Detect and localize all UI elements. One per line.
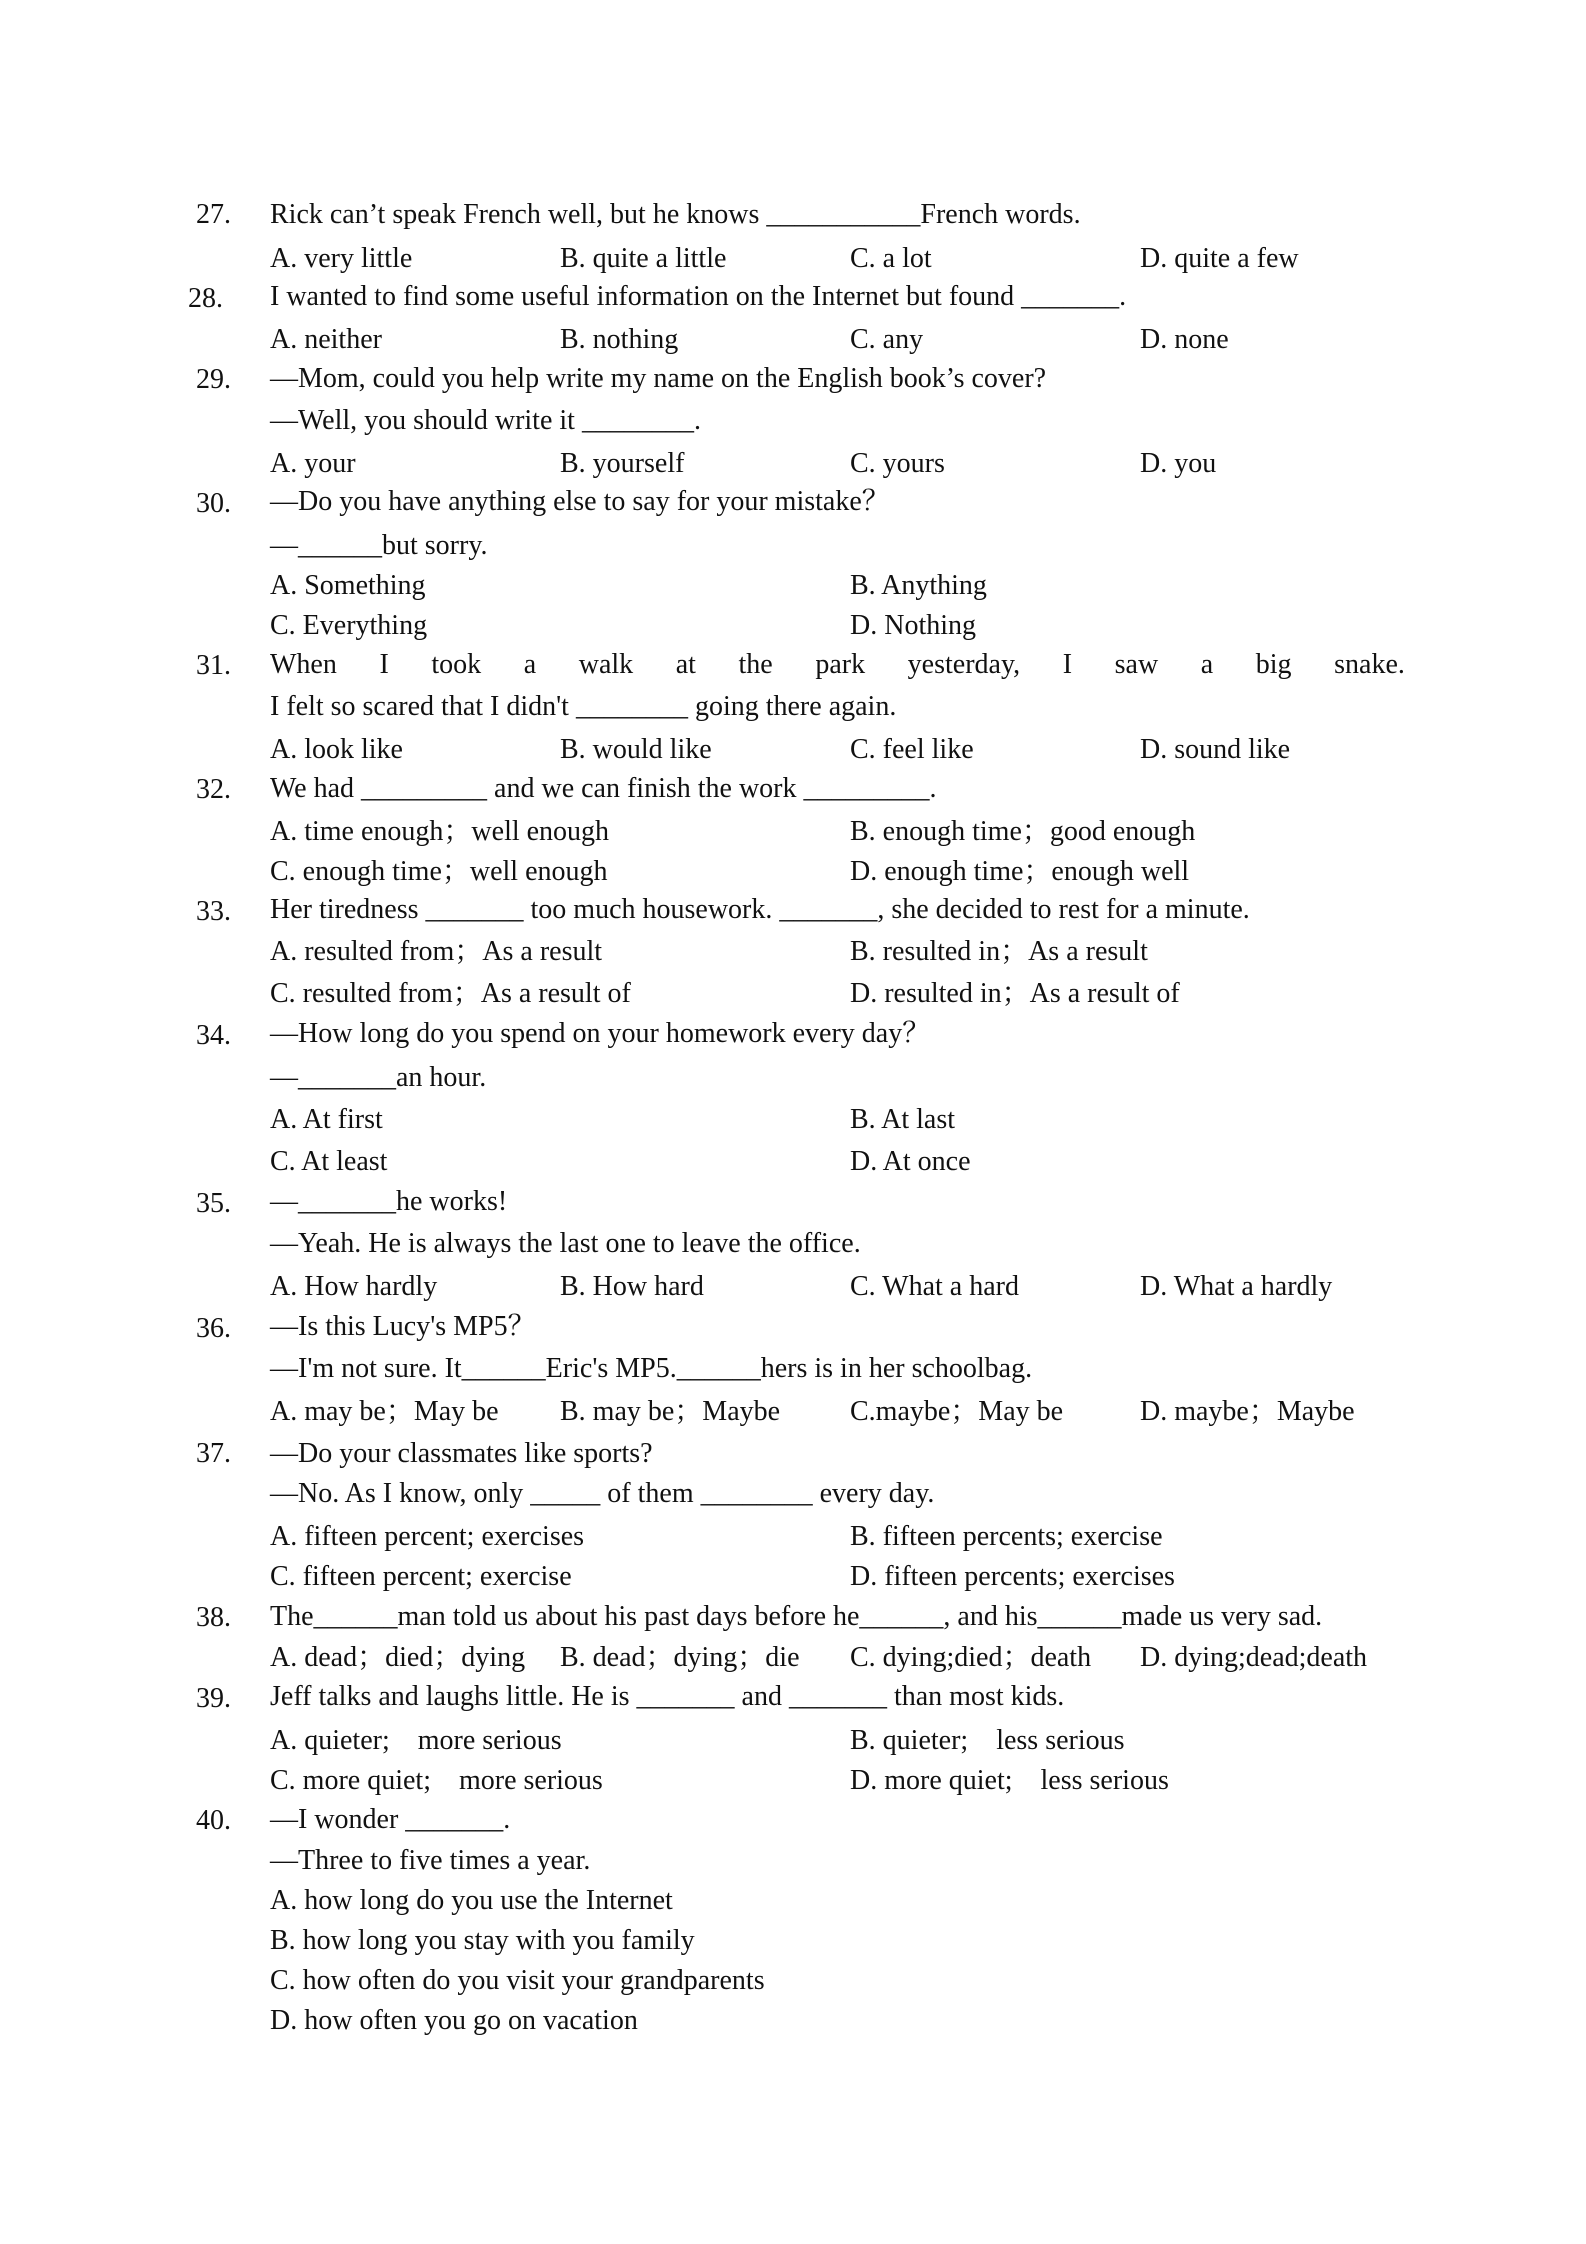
question-number: 30. — [196, 488, 231, 519]
question-number: 31. — [196, 650, 231, 681]
option-d: D. fifteen percents; exercises — [850, 1561, 1175, 1592]
option-a: A. resulted from；As a result — [270, 936, 603, 967]
stem-word: I — [1062, 649, 1073, 680]
option-a: A. quieter; more serious — [270, 1725, 562, 1756]
option-c: C. dying;died；death — [850, 1642, 1092, 1673]
option-c: C. fifteen percent; exercise — [270, 1561, 572, 1592]
question-stem-line-1: —Do you have anything else to say for your mistake？ — [270, 486, 890, 517]
question-stem: Rick can’t speak French well, but he knows ___________French words. — [270, 199, 1081, 230]
option-d: D. none — [1140, 324, 1229, 355]
question-number: 32. — [196, 774, 231, 805]
question-number: 33. — [196, 896, 231, 927]
option-a: A. time enough；well enough — [270, 816, 610, 847]
question-stem-line-2: —I'm not sure. It______Eric's MP5.______hers is in her schoolbag. — [270, 1353, 1033, 1384]
question-stem: Her tiredness _______ too much housework. _______, she decided to rest for a minute. — [270, 894, 1250, 925]
option-d: D. At once — [850, 1146, 971, 1177]
option-b: B. fifteen percents; exercise — [850, 1521, 1163, 1552]
question-stem-line-1: —_______he works! — [270, 1186, 508, 1217]
stem-word: I — [379, 649, 389, 680]
stem-word: big — [1255, 649, 1292, 680]
option-b: B. enough time；good enough — [850, 816, 1196, 847]
option-d: D. how often you go on vacation — [270, 2005, 638, 2036]
question-number: 27. — [196, 199, 231, 230]
option-b: B. At last — [850, 1104, 956, 1135]
question-stem-line-1: —Do your classmates like sports? — [270, 1438, 653, 1469]
option-d: D. quite a few — [1140, 243, 1299, 274]
option-d: D. dying;dead;death — [1140, 1642, 1368, 1673]
option-b: B. yourself — [560, 448, 685, 479]
option-b: B. nothing — [560, 324, 679, 355]
option-d: D. resulted in；As a result of — [850, 978, 1180, 1009]
option-b: B. how long you stay with you family — [270, 1925, 695, 1956]
option-a: A. Something — [270, 570, 426, 601]
question-stem-line-1: —Is this Lucy's MP5？ — [270, 1311, 536, 1342]
option-a: A. At first — [270, 1104, 383, 1135]
option-a: A. look like — [270, 734, 403, 765]
option-a: A. your — [270, 448, 356, 479]
option-d: D. more quiet; less serious — [850, 1765, 1169, 1796]
option-c: C. more quiet; more serious — [270, 1765, 603, 1796]
question-number: 37. — [196, 1438, 231, 1469]
question-number: 38. — [196, 1602, 231, 1633]
option-a: A. how long do you use the Internet — [270, 1885, 673, 1916]
option-c: C. a lot — [850, 243, 932, 274]
option-c: C. how often do you visit your grandparents — [270, 1965, 765, 1996]
stem-word: When — [270, 649, 337, 680]
option-b: B. How hard — [560, 1271, 704, 1302]
stem-word: the — [738, 649, 773, 680]
stem-word: park — [815, 649, 866, 680]
stem-word: snake. — [1334, 649, 1405, 680]
stem-word: a — [1200, 649, 1214, 680]
option-d: D. maybe；Maybe — [1140, 1396, 1355, 1427]
question-stem-line-2: —_______an hour. — [270, 1062, 487, 1093]
option-a: A. may be；May be — [270, 1396, 499, 1427]
option-d: D. What a hardly — [1140, 1271, 1333, 1302]
question-number: 35. — [196, 1188, 231, 1219]
question-stem-line-2: I felt so scared that I didn't ________ going there again. — [270, 691, 897, 722]
option-c: C. enough time；well enough — [270, 856, 608, 887]
question-stem-line-1: —I wonder _______. — [270, 1804, 511, 1835]
option-c: C. resulted from；As a result of — [270, 978, 631, 1009]
option-c: C. Everything — [270, 610, 428, 641]
question-number: 39. — [196, 1683, 231, 1714]
question-stem: The______man told us about his past days before he______, and his______made us very sad. — [270, 1601, 1323, 1632]
option-c: C. At least — [270, 1146, 388, 1177]
stem-word: a — [523, 649, 537, 680]
stem-word: saw — [1114, 649, 1159, 680]
option-c: C. yours — [850, 448, 945, 479]
question-number: 36. — [196, 1313, 231, 1344]
stem-word: took — [431, 649, 482, 680]
question-stem: Jeff talks and laughs little. He is _______ and _______ than most kids. — [270, 1681, 1065, 1712]
option-d: D. sound like — [1140, 734, 1291, 765]
option-b: B. may be；Maybe — [560, 1396, 781, 1427]
question-stem: We had _________ and we can finish the work _________. — [270, 773, 937, 804]
option-d: D. enough time；enough well — [850, 856, 1190, 887]
option-b: B. quite a little — [560, 243, 727, 274]
question-number: 28. — [188, 283, 223, 314]
stem-word: at — [675, 649, 696, 680]
question-stem-line-2: —Well, you should write it ________. — [270, 405, 701, 436]
option-c: C.maybe；May be — [850, 1396, 1064, 1427]
question-stem-line-2: —______but sorry. — [270, 530, 488, 561]
question-stem-line-1 — [270, 648, 1405, 682]
option-d: D. you — [1140, 448, 1217, 479]
question-stem-line-2: —No. As I know, only _____ of them ________ every day. — [270, 1478, 935, 1509]
option-a: A. fifteen percent; exercises — [270, 1521, 585, 1552]
stem-word: yesterday, — [907, 649, 1021, 680]
question-number: 34. — [196, 1020, 231, 1051]
option-b: B. would like — [560, 734, 712, 765]
option-a: A. dead；died；dying — [270, 1642, 526, 1673]
question-stem-line-1: —How long do you spend on your homework every day？ — [270, 1018, 931, 1049]
option-b: B. Anything — [850, 570, 987, 601]
option-c: C. feel like — [850, 734, 974, 765]
question-number: 29. — [196, 364, 231, 395]
question-stem: I wanted to find some useful information on the Internet but found _______. — [270, 281, 1127, 312]
stem-word: walk — [578, 649, 634, 680]
option-a: A. very little — [270, 243, 413, 274]
option-c: C. What a hard — [850, 1271, 1019, 1302]
question-stem-line-1: —Mom, could you help write my name on the English book’s cover? — [270, 363, 1047, 394]
option-b: B. quieter; less serious — [850, 1725, 1125, 1756]
option-d: D. Nothing — [850, 610, 976, 641]
option-b: B. dead；dying；die — [560, 1642, 800, 1673]
option-c: C. any — [850, 324, 924, 355]
question-stem-line-2: —Three to five times a year. — [270, 1845, 591, 1876]
option-a: A. neither — [270, 324, 382, 355]
option-a: A. How hardly — [270, 1271, 438, 1302]
question-number: 40. — [196, 1805, 231, 1836]
question-stem-line-2: —Yeah. He is always the last one to leave the office. — [270, 1228, 861, 1259]
option-b: B. resulted in；As a result — [850, 936, 1148, 967]
